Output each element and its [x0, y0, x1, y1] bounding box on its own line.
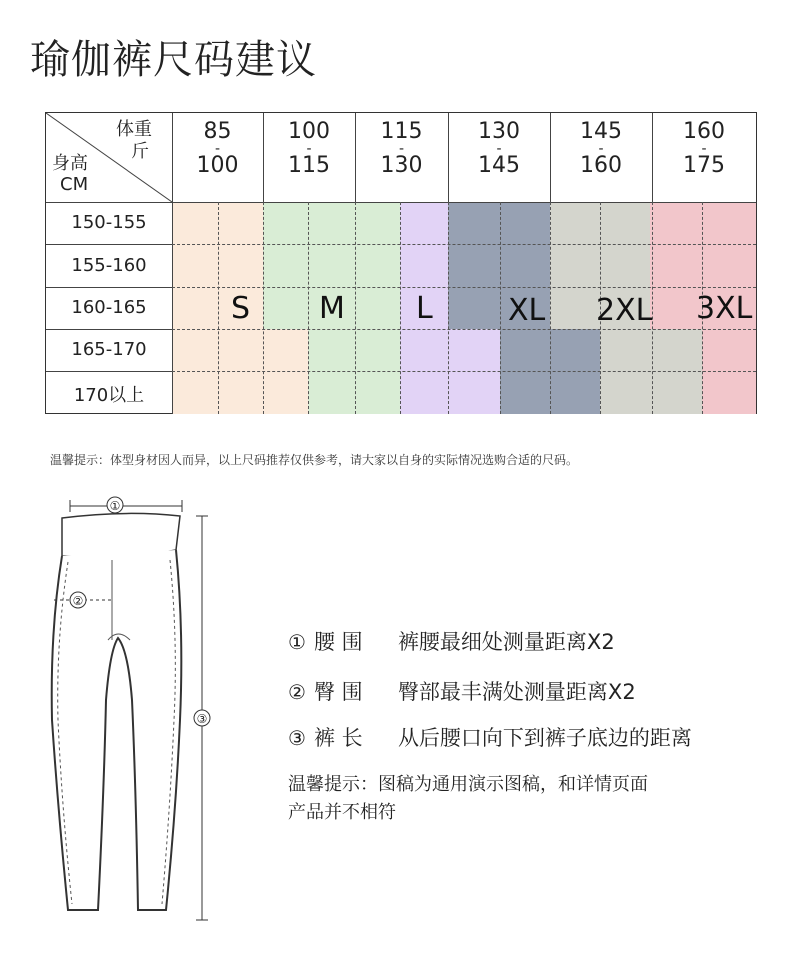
size-tip-text: 温馨提示：体型身材因人而异，以上尺码推荐仅供参考，请大家以自身的实际情况选购合适的尺码。	[50, 453, 579, 467]
grid-line	[172, 202, 173, 414]
size-m-block-top	[355, 202, 400, 329]
size-label-xl: XL	[508, 293, 546, 328]
dashed-grid-line	[218, 202, 219, 414]
waist-measure-line	[70, 497, 182, 513]
size-chart-table	[45, 112, 757, 414]
legend-desc: 臀部最丰满处测量距离X2	[397, 680, 636, 704]
grid-line	[46, 244, 172, 245]
height-row-3: 160-165	[71, 297, 147, 318]
note-line-2: 产品并不相符	[288, 802, 396, 823]
header-height: 身高	[52, 153, 88, 174]
legend-num: ②	[288, 680, 306, 704]
height-row-5: 170以上	[73, 385, 145, 406]
legend-name: 腰 围	[313, 630, 363, 654]
legend-hip	[288, 676, 636, 706]
weight-col-3: 115 - 130	[380, 119, 423, 178]
dashed-grid-line	[172, 329, 756, 330]
weight-col-6: 160 - 175	[683, 119, 725, 178]
height-row-2: 155-160	[71, 255, 147, 276]
grid-line	[46, 202, 756, 203]
marker-hip: ②	[72, 594, 84, 608]
dashed-grid-line	[355, 202, 356, 414]
legend-desc: 从后腰口向下到裤子底边的距离	[397, 726, 692, 750]
legend-num: ①	[288, 630, 306, 654]
header-weight: 体重	[116, 119, 152, 140]
header-jin: 斤	[131, 141, 149, 162]
dashed-grid-line	[400, 202, 401, 414]
weight-col-1: 85 - 100	[196, 119, 239, 178]
size-label-2xl: 2XL	[596, 293, 653, 328]
grid-line	[46, 329, 172, 330]
dashed-grid-line	[500, 202, 501, 414]
dashed-grid-line	[448, 202, 449, 414]
dashed-grid-line	[172, 244, 756, 245]
size-label-s: S	[231, 291, 251, 326]
marker-length: ③	[196, 712, 208, 726]
weight-col-4: 130 - 145	[478, 119, 520, 178]
legend-name: 臀 围	[313, 680, 363, 704]
legend-num: ③	[288, 726, 306, 750]
grid-line	[46, 371, 172, 372]
legend-waist	[288, 626, 615, 656]
waistband-shape	[62, 513, 180, 557]
size-label-m: M	[319, 291, 345, 326]
marker-waist: ①	[109, 499, 121, 513]
leggings-diagram	[40, 490, 240, 930]
weight-col-2: 100 - 115	[288, 119, 330, 178]
size-label-l: L	[416, 291, 433, 326]
header-cm: CM	[60, 174, 89, 195]
size-label-3xl: 3XL	[696, 291, 753, 326]
page-title: 瑜伽裤尺码建议	[30, 37, 317, 83]
weight-col-5: 145 - 160	[580, 119, 622, 178]
legend-name: 裤 长	[313, 726, 363, 750]
legend-desc: 裤腰最细处测量距离X2	[397, 630, 615, 654]
dashed-grid-line	[308, 202, 309, 414]
diagram-note	[288, 771, 648, 827]
dashed-grid-line	[550, 202, 551, 414]
height-row-4: 165-170	[71, 339, 147, 360]
legend-length	[288, 722, 692, 752]
height-row-1: 150-155	[71, 212, 147, 233]
dashed-grid-line	[172, 371, 756, 372]
grid-line	[46, 287, 172, 288]
dashed-grid-line	[263, 202, 264, 414]
note-line-1: 温馨提示：图稿为通用演示图稿，和详情页面	[288, 774, 648, 795]
dashed-grid-line	[172, 287, 756, 288]
